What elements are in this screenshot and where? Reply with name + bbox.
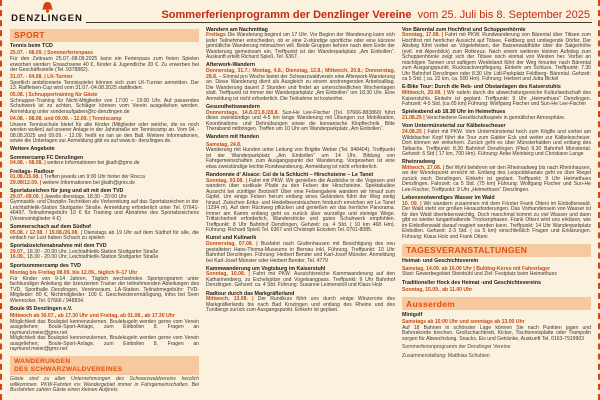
entry-date: Samstag, 24.8. [206,141,242,148]
entry-title: Sportabzeichenabnahme mit dem TVD [10,243,107,250]
entry-date: 25.07. - 08.09. | Sommerferienpass [10,50,93,57]
entry-date-inline: 10. 09. | [402,200,424,207]
entry-title: Traditioneller Hock des Heimat -und Geschichtsvereins [402,279,541,286]
section-header: SPORT [10,29,199,42]
entry-title: Boule 95 Denzlingen e.V. [10,305,73,312]
entry-date: 05.08. | Schnuppertraining für Gäste [10,92,98,99]
entry-date-inline: Mittwoch, 20.08. | [402,90,447,97]
entry-title: E-Bike Tour: Durch die Reb- und Obstanlagen des Kaiserstuhls [402,84,561,91]
entry-text: Donnerstag, 31.7.; Montag, 4.8.; Dienstag, 12.8.; Mittwoch, 20.8.; Donnerstag, 28.8. – Einmal pro Woche bietet der Schwarzwaldverein eine Afterwork-Wanderung an. Diese Wanderung dient als Ausgleich zu einem anstrengenden Arbeitsalltag. Die Wanderung dauert 2 Stunden und findet an unterschiedlichen Wochentagen statt. Treffpunkt ist immer der Wanderparkplatz „Am Einbollen“ um 18.30 Uhr. Eine Anmeldung ist nicht erforderlich. Die Teilnahme ist kostenfrei. [206,68,395,102]
entry-title: Vom Untermünstertal zur Kälbelescheuer [402,123,506,130]
entry-title: Randonnée d’ Alsace: Col de la Schlucht – Hirschsteine – Le Tanet [206,171,374,178]
content-columns [2,23,598,396]
entry-title: Kammwanderung um Vogtsburg im Kaiserstuhl [206,265,326,272]
entry-title: Spieleabend ab 18.30 Uhr im Heimethues [402,109,506,116]
entry-text: 29.08/12.09. | weitere Informationen bei jjkath@gmx.de [10,179,135,186]
entry-text: Schnupper-Training für Nicht-Mitglieder von 17:00 – 19:00 Uhr. Auf passendes Schuhwerk ist zu achten, Schläger können vom Verein ausgeliehen werden. Anmeldung unter sonderaufgaben@tc-denzlingen.de [10,97,199,115]
entry-title: Weitere Angebote [10,146,55,153]
entry-text: Möglichkeit das Boulspiel kennenzulernen, Boulekugeln werden gerne vom Verein ausgeliehen; Boule-Sport-Anlage, zum Einbollen 8, Fragen an raymund.meier@gmx.net [10,335,199,353]
entry-date-inline: 21.08.25 | [402,115,427,122]
entry-text: Donnerstags, 14.8./21.8./28.8. Sun-He Lee-Fischer (Tel. 07666-883860) führt diese zweistündige und 4-5 km lange Wanderung mit Übungen zur Mobilisation, Koordinations- und Dehnübungen sowie die koreanische Klopftechnik. Bitte Theraband mitbringen. Treffen um 10 Uhr am Wanderparkplatz „Am Einbollen“. [206,109,395,133]
entry-title: Sportabzeichen für jung und alt mit dem TVD [10,187,124,194]
section-header: Ausserdem [402,297,591,310]
logo-text: DENZLINGEN [11,12,83,24]
entry-text: Für den Zeitraum 25.07.-08.09.2025 kann ein Ferienpass zum freien Spielen erworben werden: Erwachsene 40 €, Kinder & Jugendliche 20 €. Zu erwerben bei der Geschäftsstelle (Tel. 9378882). [10,56,199,74]
entry-text: Wanderung mit Hunden unter Leitung von Brigitte Weber (Tel. 948404). Treffpunkt ist der Wanderparkplatz „Am Einbollen“ um 14 Uhr, Bildung von Fahrgemeinschaften zum Ausgangspunkt der Wanderung. Vorgesehen ist eine etwa zweistündige leichte Rundwanderung. Anmeldung ist nicht erforderlich. [206,147,395,170]
entry-title: Freitags- Radtour [10,168,55,175]
entry-text: Mittwoch, 27.08. | Bei Wyhl befahren wir den Rheinradweg bis nach Rheinhausen, wo der Wendepunkt erreicht ist. Entlang des Leopoldskanals geht es über Riegel zurück nach Denzlingen. Einkehr ist geplant. Treffpunkt: 9 Uhr Heimethues Denzlingen. Fahrzeit: ca 5 Std. (75 km) Führung: Wolfgang Fischer und Sun-He Lee-Fischer, Treffpunkt: 9 Uhr „Heimethues“ Denzlingen. [402,164,591,193]
entry-text: Mittwoch, 20.08. | Wir radeln durch die abwechslungsreiche Kulturlandschaft des Kaiserstuhls. Einkehr ist geplant. Treffpunkt: 9 Uhr „Heimethues“ Denzlingen. Fahrzeit: 4-5 Std. (ca 65 km) Führung: Wolfgang Fischer und Sun-He Lee-Fischer [402,90,591,108]
entry-date: Samstag, 14.09. ab 16.00 Uhr | Bulldog-Korso mit Fahrerlager [402,265,551,272]
entry-text: Gymnastik- und Disziplin-Techniken als Vorbereitung auf das Sportabzeichen in der Leichtathletik-Station Stuttgarter Straße. Anmeldung erforderlich unter Tel. 07641-46497. Teilnahmegebühr 10 € für Training und Abnahme des Sportabzeichens (Vereinsmitglieder 4 €) [10,199,199,222]
entry-text: Auf 18 Bahnen in schönster Lage können Sie nach Punkten jagen und Bahnrekorde brechen. Großschachbrett, Kicker, Tischtennisplatte oder Trampolin sorgen für Abwechslung. Snacks, Eis und Getränke, Auskunft Tel. 0163-7919903 [402,324,591,342]
entry-title: Kunst und Kulinarik [206,235,257,242]
entry-date-inline: 29.08/12.09. | [10,179,43,186]
entry-date-inline: Sonntag, 03.08. | [206,177,249,184]
entry-date-inline: Mittwoch, 27.08. | [402,164,446,171]
entry-title: Minigolf [402,311,423,318]
entry-text: Möglichkeit das Boulspiel kennenzulernen, Boulekugeln werden gerne vom Verein ausgeliehen; Boule-Sport-Anlage, zum Einbollen 8, Fragen an raymund.meier@gmx.net [10,318,199,336]
column-wanderungen [206,25,395,396]
page-title [161,9,590,21]
entry-title: Afterwork-Wandern [206,62,255,69]
page-header [2,0,598,23]
entry-date: Montag bis Freitag 08.09. bis 12.09., täglich 9–17 Uhr [10,269,138,276]
entry-title: Sommercamp FC Denzlingen [10,154,84,161]
entry-text: Sonntag, 17.08. | Fahrt mit PKW. Rundwanderung von Bärental über Titisee zum Hochfirst mit herrlicher Aussicht auf Titisee, Feldberg und umliegende Dörfer. Der Abstieg führt vorbei an Vögelefelsen, der Batzenwaldhütte über die Saigerhöhe (evtl. mit Alpenblick) zum Rotkreuz. Nach einem weiteren kleinen Aufstieg zum Schuppenhörnle zeigt sich der Titisee noch einmal von Westen her. Vorbei an mächtigen Tannen und saftigem Weideland führt der Weg hinunter nach Bärental zum Ausgangspunkt. Rucksackverpflegung. Einkehr am Schluss. Treffpunkt: 7.30 Uhr Bahnhof Denzlingen oder 8.30 Uhr Lidl-Parkplatz Feldberg- Bärental. Gehzeit: ca 5 Std. ( ca. 22 km, ca. 500 Hm). Führung: Herbert und Jutta Bickel [402,32,591,83]
entry-date: Samstags ab 15:00 Uhr und sonntags ab 13.00 Uhr [402,318,525,325]
entry-date-inline: 24.08.25 | [402,129,428,136]
entry-text: Unsere Tennisschule bietet für alle Kinder (Mitglieder oder welche, die es noch werden wollen) auf unserer Anlage in der Jahnstraße ein Tenniscamp an. Vom 04. - 08.08.2025 und 09.09. - 12.09. heißt es ran an den Ball. Weitere Informationen, sowie die Unterlagen zur Anmeldung gibt es auf www.tc- denzlingen.de. [10,121,199,145]
entry-text: 21.08.25 | Verschiedene Gesellschaftsspiele in gemütlicher Atmosphäre. [402,115,566,122]
entry-text: 04.08. - 08.08. | weitere Informationen bei jjkath@gmx.de [10,160,140,167]
entry-date-inline: 16.09., [10,254,27,261]
entry-text: 05.08. / 12.08. / 19.08./26.08. | Dienstags ab 19 Uhr auf dem Südhof für alle, die einfach nur Lust haben Schach zu spielen [10,229,199,242]
entry-text: 01.08./15.08. | Treffen jeweils um 9:00 Uhr hinter der Rocca [10,174,145,181]
entry-title: Sommerschach auf dem Südhof [10,223,91,230]
entry-title: Rheinradweg [402,159,436,166]
entry-text: Sportlich ambitionierte Tennisspieler können sich zum LK-Turnier anmelden. Der 13. Raiffeisen-Cup wird vom 31.07.-04.08.2025 stattfinden. [10,79,199,92]
denzlingen-logo [8,2,86,24]
title-area [86,2,592,23]
section-header-line: DES SCHWARZWALDVEREINES [14,365,123,373]
entry-text: 29.07.-09.09. | Jeweils dienstags, 18:30 - 20:00 Uhr [10,193,127,200]
entry-date-inline: Donnerstags, 14.8./21.8./28.8. [206,109,283,116]
entry-title: Wandern am Nachmittag [206,26,268,33]
entry-text: 16.09., 18.30 - 20.00 Uhr, Leichtathletik-Station Stuttgarter Straße [10,254,159,261]
entry-date-inline: 29.07.-09.09. | [10,193,45,200]
entry-date: 31.07. - 04.08. | LK-Turnier [10,74,73,81]
entry-date-inline: Sonntag, 17.08. | [402,32,446,39]
entry-text: 10. 09. | Wir wandern zusammen mit dem Förster Frank Otteni im Einbollenwald. Der Wald steht vor großen Herausforderungen. Das Vorhandensein von Wasser ist für den Wald überlebenswichtig. Doch manchmal kommt zu viel Wasser und dann gibt es wieder langanhaltende Trockenphasen. Frank Otteni wird uns erklären, wie im Einbollenwald darauf reagiert werden kann. Treffpunkt: 14 Uhr Wanderparkplatz Einbollen. Gehzeit: 2-3 Std. ( ca 5 km) einschließlich Fragen und Erklärungen. Führung: Klaus Holz und Frank Otteni [402,200,591,240]
page-title-main: Sommerferienprogramm der Denzlinger Vereine [161,9,412,21]
section-header-line: WANDERUNGEN [14,358,71,366]
footer-text: Sommerferienprogramm der Denzlinger Vereine [402,344,511,351]
entry-date-inline: 05.08. / 12.08. / 19.08./26.08. | [10,229,85,236]
column-tagesveranstaltungen [402,25,591,396]
entry-date-inline: 01.08./15.08. | [10,174,44,181]
entry-title: Sportsommercamp des TVD [10,262,81,269]
entry-date-inline: Donnerstag, 07.08. | [206,241,261,248]
entry-date-inline: Freitags [206,32,228,39]
entry-title: Lebensnotwendiges Wasser im Wald [402,195,495,202]
entry-title: Radtour durch das Markgräflerland [206,290,295,297]
guest-note: Gäste sind zu allen Unternehmungen des Schwarzwaldvereins herzlich willkommen. PKW-Fahrten ins Wandergebiet immer in Fahrgemeinschaften. Bei Busfahrten zahlen Gäste einen kleinen Aufpreis. [10,376,199,394]
entry-title: Heimat- und Geschichtsverein [402,258,479,265]
bell-icon [40,2,55,13]
entry-date-inline: Mittwoch, 13.08. | [206,296,258,303]
entry-title: Gesundheitswandern [206,103,260,110]
entry-text: Sonntag, 03.08. | Fahrt mit PKW. Wir genießen die Ausblicke in die Vogesen und wandern über rustikale Pfade zu den Felsen der Hirschsteine. Spektakuläre Aussicht bei zünftiger Brotzeit!! Über eine Felsengalerie wandern wir hinauf zum Gipfel. Um einige Felsen herum entlang eines Geländers führt der Weg stetig hinauf. Zwischen Erika- und Heidelbeersträuchern hindurch erreichen wir Le Tanet (1294 m). Auf dem Rückweg pflücken und genießen wir das herrliche Panorama. Immer am Kamm entlang geht es zurück über wurzelige und steinige Wege. Trittsicherheit erforderlich, Wanderstöcke und gutes Schuhwerk empfohlen. Treffpunkt: 8 Uhr Bahnhof Denzlingen, Gehzeit: ca. 4 Std. ( 10 km 468 Hm). Führung: Richard Spieß Tel. 6367 und Christoph Eckstein Tel. 0761-8085. [206,177,395,234]
entry-date-inline: Donnerstag, 31.7.; Montag, 4.8.; Dienstag, 12.8.; Mittwoch, 20.8.; Donnerstag, 28.8. [206,68,395,80]
entry-text: Für Kinder von 9-14 Jahren. Täglich wechselndes Sportprogramm unter fachkundiger Anleitung der lizenzierten Trainer der teilnehmenden Abteilungen des TVD. Sporthalle Denzlingen, Vereinsraum, LA-Station. Teilnahmegebühr: TVD- Mitglieder: 80 €, Nichtmitglieder: 100 €. Geschwisterermäßigung, Infos bei Sven Wienrocker, Tel. 07666 / 948834. [10,275,199,304]
footer-text: Zusammenstellung: Matthias Schubien [402,353,490,360]
page-title-dates: vom 25. Juli bis 8. September 2025 [417,9,590,21]
entry-text: Sonntag, 10.08. | Fahrt mit PKW. Aussichtsreiche Kammwanderung auf den Katharinenberg, zu Eichelspitze und Vogelsangpass. Treffpunkt: 9 Uhr Bahnhof Denzlingen. Gehzeit: ca. 4 Std. Führung: Susanne Leimenstoll und Klaus Holz [206,271,395,289]
entry-text: 24.08.25 | Fahrt mit PKW. Vom Untermünstertal hoch zum Kögfle und vorbei am Wildsbacher Kopf führt die Tour zum Gabler Eck und weiter zur Kälbelescheuer. Dort können wir einkehren. Zurück geht es über Münsterhalden und entlang des Talbachs. Treffpunkt: 8.30 Bahnhof Denzlingen (Pkw) 9.30 Bahnhof Münstertal. Gehzeit: 6 Std ( 17 km, 700 Hm). Führung: Anke Meinberg und Christiane Lange [402,129,591,158]
section-header: TAGESVERANSTALTUNGEN [402,244,591,257]
entry-title: Wandern mit Hunden [206,134,260,141]
entry-title: Tennis beim TCD [10,43,53,50]
entry-date-inline: Sonntag, 10.08. | [206,271,254,278]
entry-date: Sonntag, 15.09., ab 11.00 Uhr [402,286,473,293]
column-sport [10,25,199,396]
section-header [10,356,199,375]
entry-title: Von Bärental zum Hochfirst und Schuppenhörnle [402,26,526,33]
entry-text: 29.07., 18.30 - 20.00 Uhr, Leichtathletik-Station Stuttgarter Straße [10,248,159,255]
entry-date: 04.08. - 08.08. und 09.09. - 12.09. | Tenniscamp [10,116,122,123]
entry-text: Start: Gewerbegebiet Steinbühl und Ziel: Festplatz beim Heimethues [402,271,557,278]
entry-text: Donnerstag, 07.08. | Busfahrt nach Grafenhausen mit Besichtigung des neu gestalteten Hans-Thoma-Museums in Bernau inkl. Führung. Treffpunkt: 10 Uhr Bahnhof Denzlingen. Führung: Herbert Bender und Karl-Josef Münster. Anmeldung bei Karl-Josef Münster oder Herbert Bender, Tel. 4779 [206,241,395,264]
entry-date: Mittwoch ab 30.07., ab 17.30 Uhr und Freitag, ab 01.08., ab 17.30 Uhr [10,313,175,320]
entry-text: Freitags Die Wanderung beginnt um 17 Uhr. Vor Beginn der Wanderung kann sich jeder Teilnehmer entscheiden, ob er eine 2-stündige sportliche oder eine kürzere gemütliche Wanderung mitmachen will. Beide Gruppen kehren nach dem Ende der Wanderung gemeinsam ein. Treffpunkt ist der Wanderparkplatz „Am Einbollen“. Auskunft erteilt Richard Spieß, Tel. 6367. [206,32,395,61]
entry-date-inline: 04.08. - 08.08. | [10,160,48,167]
entry-text: Mittwoch, 13.08. | Der Rundkurs führt uns durch einige Winzerorte des Markgräflerlands bis nach Bad Krozingen und entlang des Rheins und des Tunibergs zurück zum Ausgangspunkt. Einkehr ist geplant. [206,296,395,314]
entry-date-inline: 29.07., [10,248,27,255]
